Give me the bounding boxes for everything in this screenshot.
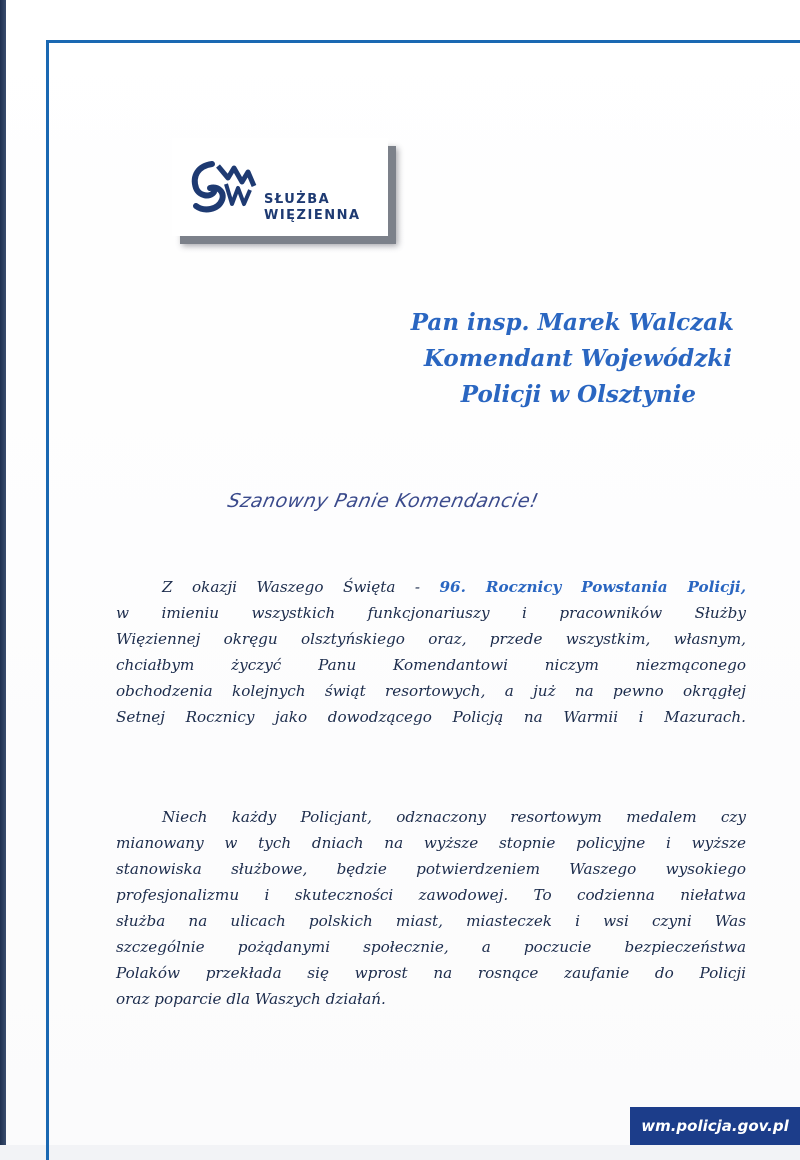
- logo-text-line2: WIĘZIENNA: [264, 208, 361, 223]
- logo: [172, 138, 388, 236]
- salutation-text: Szanowny Panie Komendancie!: [225, 490, 541, 512]
- paragraph-line: chciałbym życzyć Panu Komendantowi niczym niezmąconego: [116, 656, 746, 674]
- paragraph-line: Setnej Rocznicy jako dowodzącego Policją na Warmii i Mazurach.: [116, 708, 746, 726]
- addressee-block: [411, 305, 734, 413]
- handwritten-salutation: [225, 490, 668, 550]
- paragraph-line: szczególnie pożądanymi społecznie, a poczucie bezpieczeństwa: [116, 938, 746, 956]
- paragraph-line: mianowany w tych dniach na wyższe stopnie policyjne i wyższe: [116, 834, 746, 852]
- addressee-name: Pan insp. Marek Walczak: [410, 309, 734, 336]
- sw-emblem-icon: [188, 158, 258, 218]
- paragraph-line: stanowiska służbowe, będzie potwierdzeniem Waszego wysokiego: [116, 860, 746, 878]
- addressee-unit: Policji w Olsztynie: [460, 381, 696, 408]
- addressee-title: Komendant Wojewódzki: [423, 345, 732, 372]
- paragraph-line: Niech każdy Policjant, odznaczony resortowym medalem czy: [162, 808, 746, 826]
- page-edge: [0, 0, 6, 1145]
- paragraph-line: profesjonalizmu i skuteczności zawodowej. To codzienna niełatwa: [116, 886, 746, 904]
- paragraph-1: [116, 574, 746, 730]
- paragraph-line: Więziennej okręgu olsztyńskiego oraz, przede wszystkim, własnym,: [116, 630, 746, 648]
- logo-text-line1: SŁUŻBA: [264, 192, 331, 207]
- paragraph-line: Polaków przekłada się wprost na rosnące zaufanie do Policji: [116, 964, 746, 982]
- paragraph-line: oraz poparcie dla Waszych działań.: [116, 990, 386, 1008]
- source-watermark: wm.policja.gov.pl: [630, 1107, 800, 1145]
- paragraph-2: [116, 804, 746, 1012]
- anniversary-highlight: 96. Rocznicy Powstania Policji,: [439, 578, 746, 596]
- paragraph-line: w imieniu wszystkich funkcjonariuszy i pracowników Służby: [116, 604, 746, 622]
- paragraph-text: Z okazji Waszego Święta -: [162, 578, 440, 596]
- paragraph-line: służba na ulicach polskich miast, miasteczek i wsi czyni Was: [116, 912, 746, 930]
- paragraph-line: obchodzenia kolejnych świąt resortowych, a już na pewno okrągłej: [116, 682, 746, 700]
- paragraph-line: [116, 574, 746, 600]
